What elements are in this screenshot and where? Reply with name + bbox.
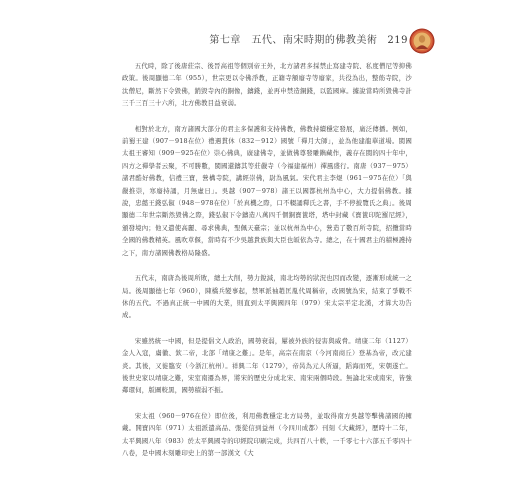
body-text <box>122 60 412 472</box>
paragraph: 相對於北方，南方諸國大部分的君主多保護和支持佛教，佛教持續穩定發展，廣泛傳播。例如，前蜀王建（907－918在位）禮遇貫休（832－912）國號「禪月大師」，並為他建龍華道場。閩國太祖王審知（909－925在位）崇心佛典，廣建佛寺，並做佛尊發雕鐫藏作，義存在閩的四十年中，四方之禪學者云聚，不可勝數，閩國還鑄其等莊嚴寺（今福建福州）禪風盛行。南唐（937－975）諸君酷好佛教，信禮三寶，營構寺院，講經崇佛，尉為風氣。宋代君主李煜（961－975在位）「與嚴推崇，寒廢持誦，月無虛日」。吳越（907－978）諸王以國都杭州為中心，大力提倡佛教。據說，忠懿王錢弘俶（948－978在位）「於真機之際，口不輟誦釋氏之書，手不停披覽氏之典」。後周顯德二年世宗斷然毀佛之際，錢弘俶下令鑄造八萬四千個銅寶篋塔，塔中封藏《寶篋印陀羅尼經》，頒發境內；他又遣使高麗、尋求佛典，聖佩天臺宗；並以杭州為中心，營造了數百所寺院，招攬當時全國的佛教精英。風吹草偃，當時有不少吳越貴族與大臣也皈依為寺。總之，在十國君主的積極護持之下，南方諸國佛教格局隆盛。 <box>122 124 412 257</box>
running-title: 第七章 五代、南宋時期的佛教美術 <box>209 35 378 46</box>
header-text <box>209 31 408 46</box>
paragraph: 五代末，南唐為後周所敗，總土大削，勢力銳減，南北均勢的狀況也因而改變，逐漸形成統一之局。後周顯德七年（960），陳橋兵變事起，禁軍派袖趙匡胤代周稱帝，改國號為宋，結束了爭戰不休的五代。不過真正統一中國的大業，則直到太平興國四年（979）宋太宗平定北漢，才算大功告成。 <box>122 274 412 320</box>
paragraph: 宋太祖（960－976在位）即位後，利用佛教穩定北方局勢，並取得南方吳越等擊佛諸國的擁戴。開寶四年（971）太祖派遣高品、張從信到益州（今四川成都）刊刻《大藏經》，歷時十二年，太平興國八年（983）於太平興國寺的印經院印刷完成，共四百八十帙，一千零七十六部五千零四十八卷，是中國木刻雕印史上的第一部漢文《大 <box>122 411 412 457</box>
paragraph: 五代時，除了後唐莊宗、後晉高祖等個別帝王外，北方諸君多採禁止寫建寺院、私度僧尼等抑佛政策。後周顯德二年（955），世宗更以令佛淨教，正籍寺額廢寺等廢家，共役為出，整飭寺院，沙汰僧尼，斷然下令毀佛，銷毀寺內的銅像，鑄錢，並再申禁造銅錢，以監國庫。據說當時所毀佛寺計三千三百三十六所，北方佛教目益衰弱。 <box>122 62 412 108</box>
buddha-medallion-icon <box>409 28 435 54</box>
running-header <box>0 16 520 44</box>
page-number: 219 <box>387 35 408 46</box>
paragraph: 宋雖然統一中國，但是提倡文人政治，國勢衰弱，屢被外族的侵害與威脅。靖康二年（1127）金人入寇，虜徽、欽二帝，北部「靖康之難」。是年，高宗在南京（今河南商丘）登基為帝，改元建炎。其後，又徙臨安（今浙江杭州）。祥興二年（1279），帝昺為元人所逼，蹈海而死，宋朝遂亡。後世史家以靖康之難，宋室南遷為界，將宋的歷史分成北宋、南宋兩個時段。無論北宋或南宋，皆強鄰環伺，版圖較黑，國勢積弱不振。 <box>122 336 412 395</box>
